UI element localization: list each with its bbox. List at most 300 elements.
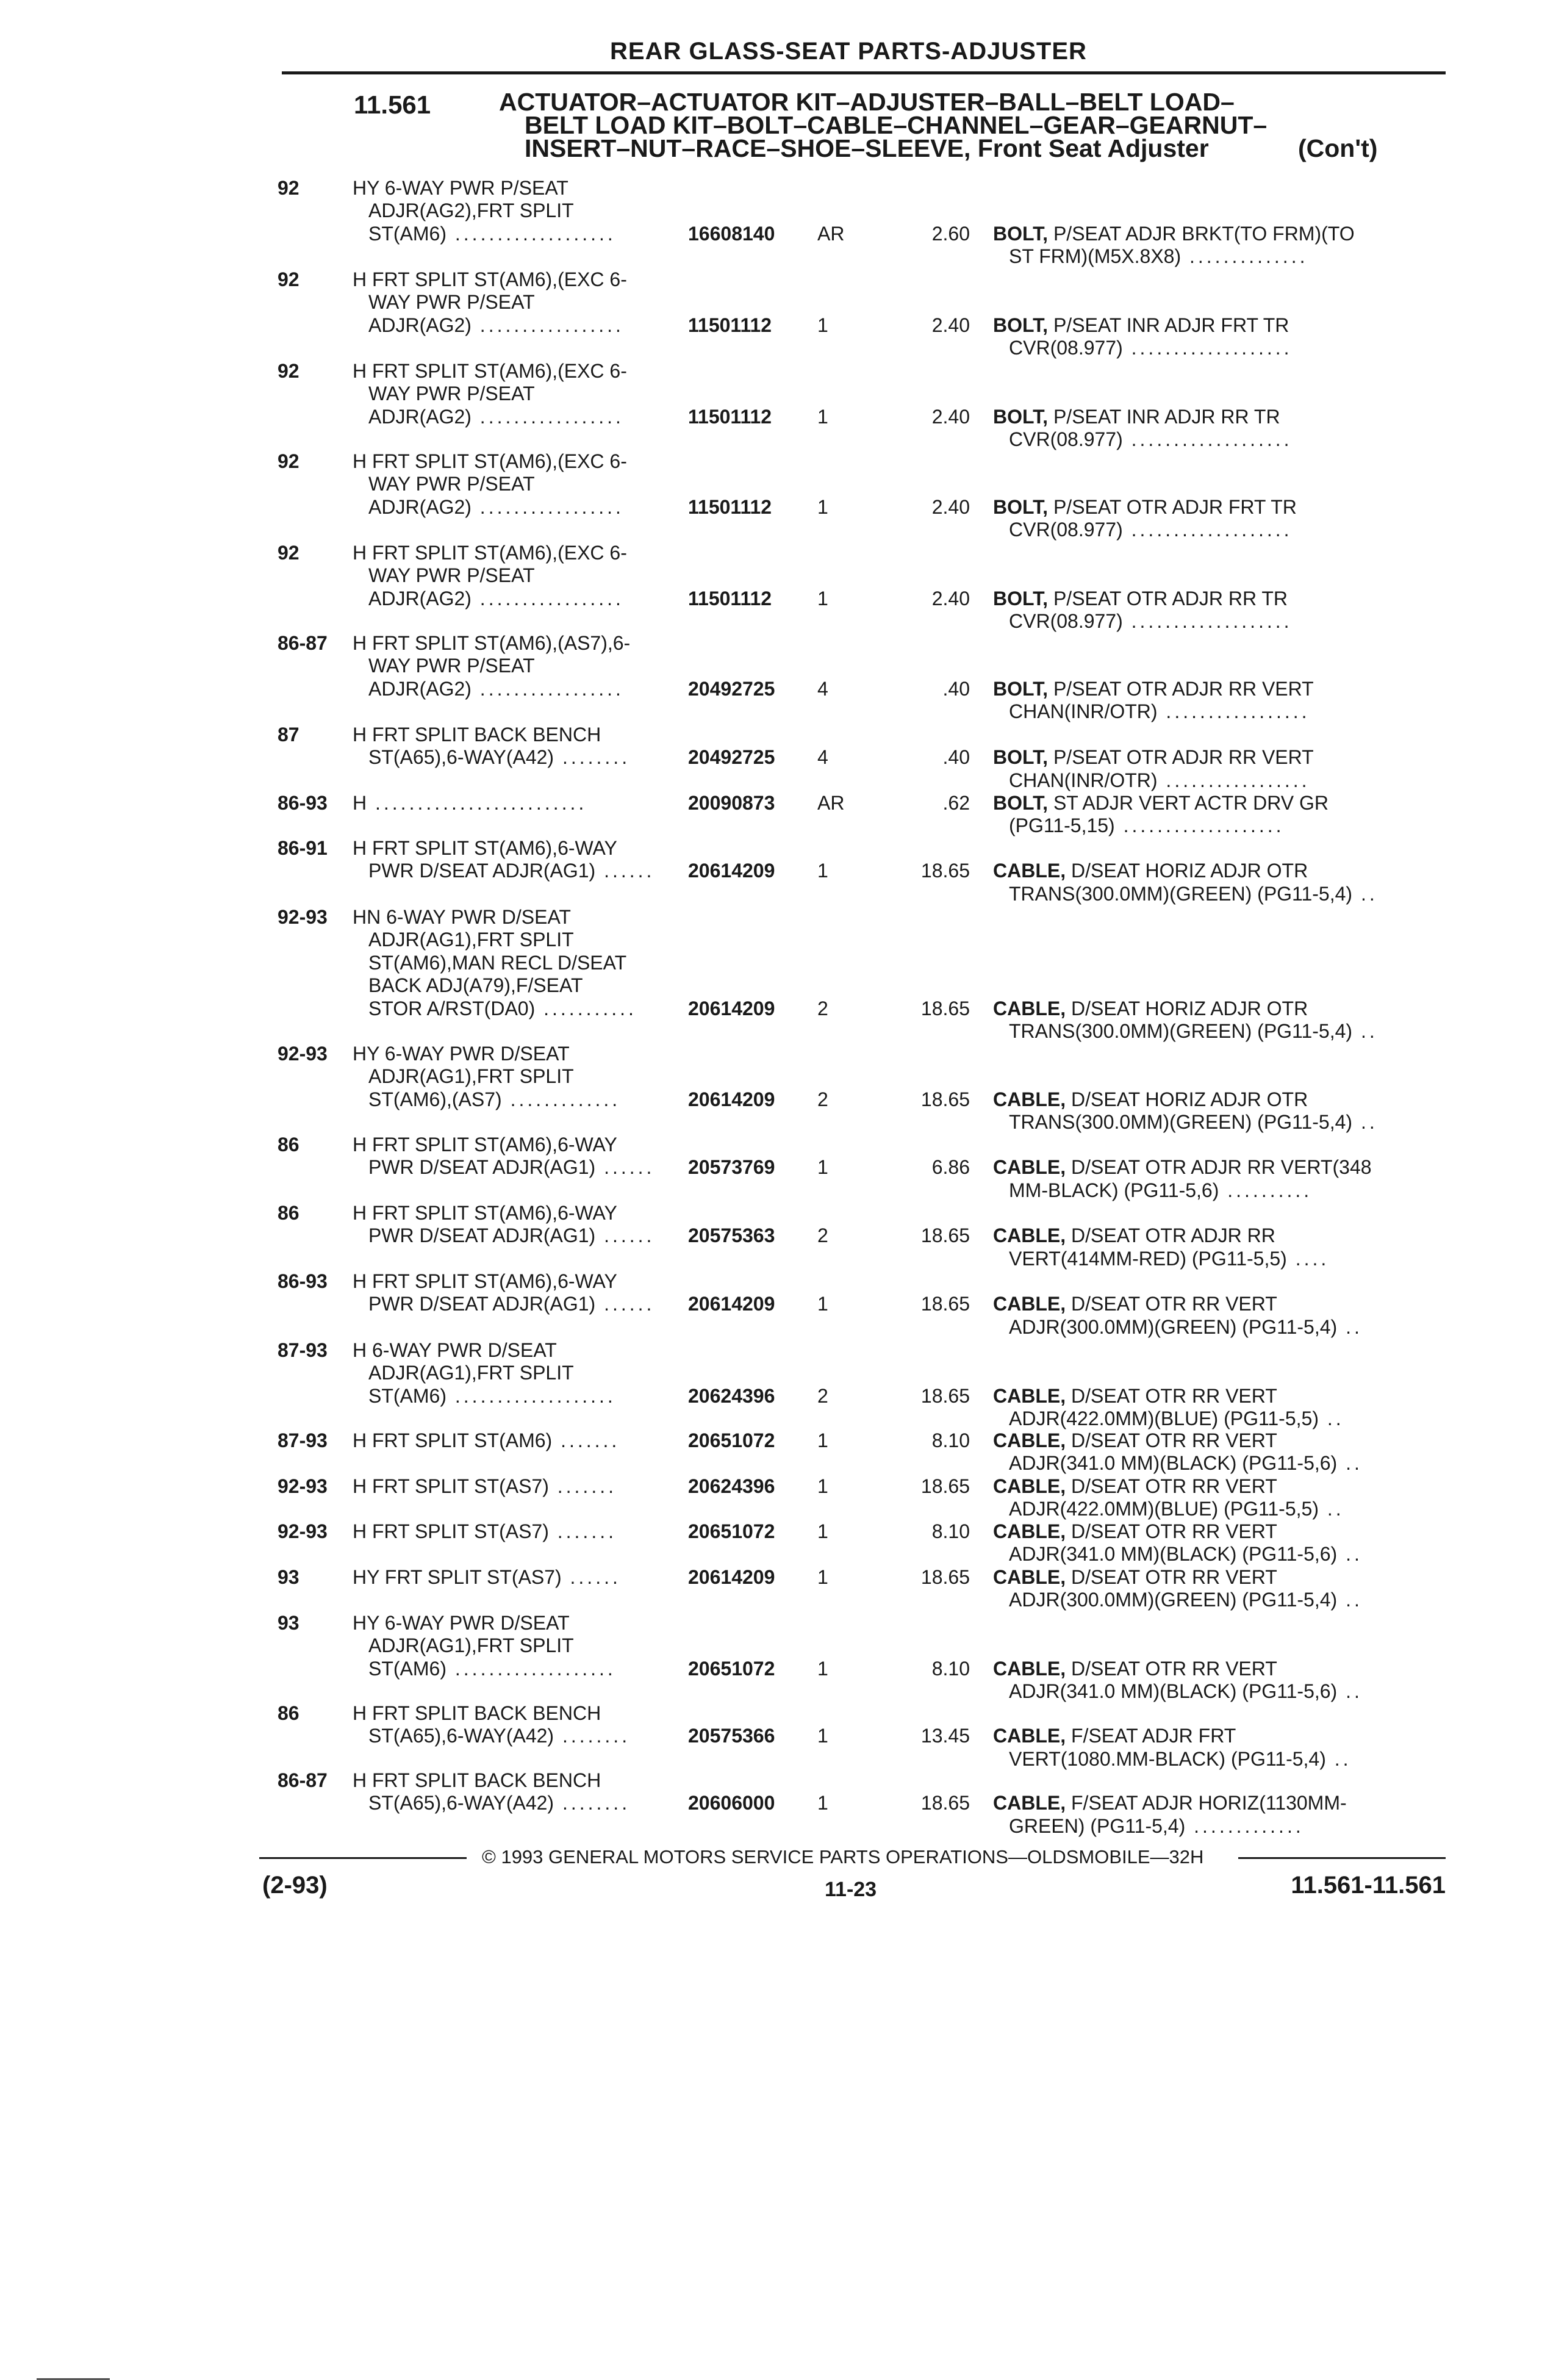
usage-description xyxy=(353,724,682,769)
price: 6.86 xyxy=(931,1156,970,1179)
footer-copyright: © 1993 GENERAL MOTORS SERVICE PARTS OPERATIONS—OLDSMOBILE—32H xyxy=(482,1846,1204,1868)
usage-line: ST(A65),6-WAY(A42) ........ xyxy=(368,1792,631,1814)
leader-dots: ................... xyxy=(446,222,616,245)
part-desc-line: CVR(08.977) ................... xyxy=(1009,428,1293,451)
part-desc-line: ST FRM)(M5X.8X8) .............. xyxy=(1009,245,1308,268)
part-description xyxy=(993,998,1457,1043)
usage-line: H FRT SPLIT BACK BENCH xyxy=(353,1769,601,1791)
leader-dots: ......................... xyxy=(367,792,587,814)
part-number: 20575366 xyxy=(688,1725,775,1747)
part-desc-line: BOLT, P/SEAT OTR ADJR RR TR xyxy=(993,587,1288,609)
part-description xyxy=(993,1792,1457,1838)
usage-line: WAY PWR P/SEAT xyxy=(368,473,535,495)
part-desc-line: BOLT, P/SEAT OTR ADJR RR VERT xyxy=(993,677,1314,700)
part-description xyxy=(993,588,1457,633)
leader-dots: ...... xyxy=(595,1156,655,1179)
usage-line: ADJR(AG1),FRT SPLIT xyxy=(368,929,574,951)
usage-line: ADJR(AG2) ................. xyxy=(368,587,624,609)
part-description xyxy=(993,1566,1457,1612)
usage-line: ST(AM6) ................... xyxy=(368,222,616,245)
part-description xyxy=(993,860,1457,905)
price: 18.65 xyxy=(920,997,970,1019)
price: .40 xyxy=(942,677,970,700)
part-name: CABLE, xyxy=(993,997,1071,1019)
leader-dots: ................... xyxy=(446,1657,616,1680)
part-desc-line: BOLT, P/SEAT ADJR BRKT(TO FRM)(TO xyxy=(993,222,1355,245)
price: 18.65 xyxy=(920,860,970,882)
part-desc-line: CABLE, D/SEAT HORIZ ADJR OTR xyxy=(993,997,1308,1019)
year-range: 87-93 xyxy=(278,1339,328,1361)
part-desc-line: CVR(08.977) ................... xyxy=(1009,610,1293,633)
usage-line: H FRT SPLIT ST(AM6),(EXC 6- xyxy=(353,268,627,290)
price: .40 xyxy=(942,746,970,769)
usage-line: H FRT SPLIT ST(AM6),6-WAY xyxy=(353,1270,617,1292)
usage-line: H FRT SPLIT ST(AM6),6-WAY xyxy=(353,837,617,859)
part-description xyxy=(993,1725,1457,1771)
footer-rule-right xyxy=(1238,1857,1446,1859)
usage-description xyxy=(353,1520,682,1543)
part-description xyxy=(993,792,1457,838)
year-range: 86-93 xyxy=(278,792,328,814)
usage-line: BACK ADJ(A79),F/SEAT xyxy=(368,974,583,997)
usage-description xyxy=(353,1339,682,1408)
continued-label: (Con't) xyxy=(1298,134,1378,162)
leader-dots: ............. xyxy=(501,1088,621,1110)
part-desc-line: CABLE, D/SEAT HORIZ ADJR OTR xyxy=(993,860,1308,882)
part-description xyxy=(993,1088,1457,1134)
price: 2.60 xyxy=(931,222,970,245)
part-desc-line: BOLT, P/SEAT INR ADJR RR TR xyxy=(993,405,1280,428)
usage-line: ADJR(AG2) ................. xyxy=(368,495,624,518)
quantity: 2 xyxy=(817,1384,828,1407)
leader-dots: .. xyxy=(1318,1498,1344,1520)
part-desc-line: TRANS(300.0MM)(GREEN) (PG11-5,4) .. xyxy=(1009,1020,1378,1042)
usage-line: H FRT SPLIT ST(AM6),(EXC 6- xyxy=(353,450,627,472)
part-desc-line: ADJR(422.0MM)(BLUE) (PG11-5,5) .. xyxy=(1009,1408,1344,1430)
part-description xyxy=(993,746,1457,792)
footer-date-code: (2-93) xyxy=(262,1872,328,1899)
usage-description xyxy=(353,1043,682,1111)
part-desc-line: BOLT, P/SEAT INR ADJR FRT TR xyxy=(993,314,1289,336)
usage-line: HY FRT SPLIT ST(AS7) ...... xyxy=(353,1566,621,1588)
leader-dots: ............. xyxy=(1185,1814,1304,1837)
usage-description xyxy=(353,1429,682,1452)
usage-line: H ......................... xyxy=(353,792,587,814)
year-range: 87 xyxy=(278,724,299,746)
year-range: 92 xyxy=(278,268,299,290)
part-desc-line: VERT(414MM-RED) (PG11-5,5) .... xyxy=(1009,1247,1330,1270)
part-name: BOLT, xyxy=(993,495,1053,518)
part-number: 20614209 xyxy=(688,860,775,882)
section-title-line-1: ACTUATOR–ACTUATOR KIT–ADJUSTER–BALL–BELT LOAD– xyxy=(499,88,1235,116)
leader-dots: ................... xyxy=(1122,610,1293,633)
quantity: 2 xyxy=(817,997,828,1019)
leader-dots: .......... xyxy=(1219,1179,1313,1201)
usage-description xyxy=(353,450,682,519)
usage-line: H FRT SPLIT ST(AM6),(EXC 6- xyxy=(353,360,627,382)
leader-dots: .. xyxy=(1325,1747,1352,1770)
usage-description xyxy=(353,1202,682,1248)
part-name: CABLE, xyxy=(993,1725,1071,1747)
part-description xyxy=(993,496,1457,542)
year-range: 86-87 xyxy=(278,1769,328,1791)
page-title: REAR GLASS-SEAT PARTS-ADJUSTER xyxy=(610,38,1087,65)
usage-line: H FRT SPLIT ST(AS7) ....... xyxy=(353,1520,617,1542)
usage-description xyxy=(353,1475,682,1498)
usage-line: ADJR(AG1),FRT SPLIT xyxy=(368,1362,574,1384)
part-name: CABLE, xyxy=(993,1384,1071,1407)
year-range: 93 xyxy=(278,1566,299,1588)
leader-dots: .. xyxy=(1337,1315,1363,1338)
part-desc-line: CABLE, D/SEAT OTR ADJR RR xyxy=(993,1224,1275,1247)
part-desc-line: ADJR(341.0 MM)(BLACK) (PG11-5,6) .. xyxy=(1009,1543,1363,1566)
quantity: 1 xyxy=(817,1792,828,1814)
year-range: 92-93 xyxy=(278,1520,328,1542)
part-description xyxy=(993,1293,1457,1339)
year-range: 87-93 xyxy=(278,1429,328,1451)
price: 2.40 xyxy=(931,405,970,428)
usage-line: ST(AM6),(AS7) ............. xyxy=(368,1088,621,1110)
leader-dots: .. xyxy=(1337,1452,1363,1475)
part-name: CABLE, xyxy=(993,1475,1071,1497)
part-number: 20614209 xyxy=(688,1293,775,1315)
usage-line: ADJR(AG1),FRT SPLIT xyxy=(368,1634,574,1657)
year-range: 92-93 xyxy=(278,906,328,928)
part-desc-line: CABLE, D/SEAT OTR RR VERT xyxy=(993,1475,1277,1497)
usage-line: PWR D/SEAT ADJR(AG1) ...... xyxy=(368,1293,655,1315)
part-desc-line: CABLE, D/SEAT OTR ADJR RR VERT(348 xyxy=(993,1156,1372,1179)
part-number: 11501112 xyxy=(688,314,772,336)
quantity: 1 xyxy=(817,1429,828,1451)
quantity: 1 xyxy=(817,1566,828,1588)
price: 2.40 xyxy=(931,314,970,336)
part-desc-line: CABLE, D/SEAT OTR RR VERT xyxy=(993,1293,1277,1315)
usage-line: H FRT SPLIT BACK BENCH xyxy=(353,724,601,746)
part-name: BOLT, xyxy=(993,792,1053,814)
part-description xyxy=(993,1520,1457,1566)
part-description xyxy=(993,1156,1457,1202)
footer-page-number: 11-23 xyxy=(825,1878,877,1901)
part-number: 11501112 xyxy=(688,587,772,609)
usage-line: H FRT SPLIT ST(AM6) ....... xyxy=(353,1429,620,1451)
price: 18.65 xyxy=(920,1224,970,1247)
part-desc-line: (PG11-5,15) ................... xyxy=(1009,814,1285,837)
part-desc-line: CABLE, D/SEAT OTR RR VERT xyxy=(993,1429,1277,1451)
part-name: CABLE, xyxy=(993,1224,1071,1247)
price: 8.10 xyxy=(931,1520,970,1542)
part-name: CABLE, xyxy=(993,1566,1071,1588)
usage-line: ST(AM6) ................... xyxy=(368,1657,616,1680)
part-desc-line: CABLE, D/SEAT OTR RR VERT xyxy=(993,1384,1277,1407)
section-title-line-3: INSERT–NUT–RACE–SHOE–SLEEVE, Front Seat Adjuster xyxy=(525,134,1209,162)
part-desc-line: TRANS(300.0MM)(GREEN) (PG11-5,4) .. xyxy=(1009,882,1378,905)
year-range: 86-93 xyxy=(278,1270,328,1292)
leader-dots: ...... xyxy=(595,860,655,882)
leader-dots: .............. xyxy=(1181,245,1308,268)
part-name: CABLE, xyxy=(993,1293,1071,1315)
usage-line: ADJR(AG1),FRT SPLIT xyxy=(368,1065,574,1088)
usage-line: ADJR(AG2) ................. xyxy=(368,314,624,336)
part-description xyxy=(993,678,1457,724)
part-description xyxy=(993,223,1457,268)
leader-dots: ....... xyxy=(548,1475,617,1497)
quantity: AR xyxy=(817,222,845,245)
usage-line: WAY PWR P/SEAT xyxy=(368,383,535,405)
part-number: 20651072 xyxy=(688,1429,775,1451)
quantity: 1 xyxy=(817,1156,828,1179)
quantity: 1 xyxy=(817,314,828,336)
part-number: 20606000 xyxy=(688,1792,775,1814)
leader-dots: .... xyxy=(1286,1247,1330,1270)
part-number: 20614209 xyxy=(688,997,775,1019)
leader-dots: ....... xyxy=(548,1520,617,1542)
usage-line: HY 6-WAY PWR D/SEAT xyxy=(353,1612,570,1634)
part-desc-line: CABLE, F/SEAT ADJR HORIZ(1130MM- xyxy=(993,1792,1347,1814)
part-desc-line: ADJR(300.0MM)(GREEN) (PG11-5,4) .. xyxy=(1009,1315,1363,1338)
part-desc-line: GREEN) (PG11-5,4) ............. xyxy=(1009,1814,1304,1837)
part-number: 16608140 xyxy=(688,222,775,245)
year-range: 93 xyxy=(278,1612,299,1634)
usage-line: H FRT SPLIT ST(AM6),6-WAY xyxy=(353,1202,617,1224)
leader-dots: ........ xyxy=(554,1792,631,1814)
year-range: 92-93 xyxy=(278,1475,328,1497)
footer-rule-left xyxy=(259,1857,467,1859)
quantity: AR xyxy=(817,792,845,814)
part-name: BOLT, xyxy=(993,314,1053,336)
leader-dots: .. xyxy=(1337,1680,1363,1703)
year-range: 92 xyxy=(278,360,299,382)
part-name: CABLE, xyxy=(993,860,1071,882)
usage-line: ADJR(AG2) ................. xyxy=(368,677,624,700)
leader-dots: ....... xyxy=(552,1429,620,1451)
leader-dots: .. xyxy=(1352,882,1378,905)
leader-dots: ................. xyxy=(1157,700,1310,723)
part-desc-line: MM-BLACK) (PG11-5,6) .......... xyxy=(1009,1179,1313,1201)
usage-line: PWR D/SEAT ADJR(AG1) ...... xyxy=(368,860,655,882)
price: .62 xyxy=(942,792,970,814)
leader-dots: ................... xyxy=(446,1384,616,1407)
part-desc-line: CABLE, D/SEAT OTR RR VERT xyxy=(993,1566,1277,1588)
usage-description xyxy=(353,268,682,337)
part-description xyxy=(993,1475,1457,1521)
usage-line: ST(AM6) ................... xyxy=(368,1384,616,1407)
part-desc-line: CABLE, D/SEAT OTR RR VERT xyxy=(993,1657,1277,1680)
quantity: 1 xyxy=(817,1293,828,1315)
leader-dots: ................... xyxy=(1122,337,1293,359)
price: 18.65 xyxy=(920,1566,970,1588)
quantity: 1 xyxy=(817,860,828,882)
usage-description xyxy=(353,1566,682,1589)
quantity: 2 xyxy=(817,1088,828,1110)
section-title-line-2: BELT LOAD KIT–BOLT–CABLE–CHANNEL–GEAR–GEARNUT– xyxy=(525,111,1268,139)
section-number: 11.561 xyxy=(354,90,431,119)
usage-line: ST(AM6),MAN RECL D/SEAT xyxy=(368,951,627,974)
usage-line: H FRT SPLIT ST(AM6),(EXC 6- xyxy=(353,542,627,564)
year-range: 86 xyxy=(278,1702,299,1724)
part-desc-line: VERT(1080.MM-BLACK) (PG11-5,4) .. xyxy=(1009,1747,1352,1770)
leader-dots: ........... xyxy=(535,997,637,1019)
price: 18.65 xyxy=(920,1088,970,1110)
leader-dots: ........ xyxy=(554,1725,631,1747)
usage-description xyxy=(353,542,682,610)
part-number: 11501112 xyxy=(688,495,772,518)
price: 13.45 xyxy=(920,1725,970,1747)
part-desc-line: TRANS(300.0MM)(GREEN) (PG11-5,4) .. xyxy=(1009,1111,1378,1134)
part-description xyxy=(993,314,1457,360)
part-desc-line: ADJR(300.0MM)(GREEN) (PG11-5,4) .. xyxy=(1009,1589,1363,1611)
part-number: 20624396 xyxy=(688,1475,775,1497)
usage-description xyxy=(353,360,682,428)
part-description xyxy=(993,1385,1457,1431)
usage-line: H 6-WAY PWR D/SEAT xyxy=(353,1339,557,1361)
part-desc-line: CABLE, D/SEAT OTR RR VERT xyxy=(993,1520,1277,1542)
year-range: 92 xyxy=(278,450,299,472)
usage-line: H FRT SPLIT ST(AS7) ....... xyxy=(353,1475,617,1497)
part-number: 20090873 xyxy=(688,792,775,814)
usage-description xyxy=(353,177,682,245)
price: 2.40 xyxy=(931,495,970,518)
leader-dots: ................. xyxy=(471,677,624,700)
part-desc-line: CHAN(INR/OTR) ................. xyxy=(1009,700,1310,723)
part-name: BOLT, xyxy=(993,746,1053,769)
part-number: 20624396 xyxy=(688,1384,775,1407)
price: 18.65 xyxy=(920,1475,970,1497)
part-desc-line: CABLE, D/SEAT HORIZ ADJR OTR xyxy=(993,1088,1308,1110)
part-name: CABLE, xyxy=(993,1792,1071,1814)
part-desc-line: ADJR(341.0 MM)(BLACK) (PG11-5,6) .. xyxy=(1009,1680,1363,1703)
leader-dots: ................. xyxy=(1157,769,1310,791)
part-desc-line: BOLT, ST ADJR VERT ACTR DRV GR xyxy=(993,792,1329,814)
leader-dots: ...... xyxy=(561,1566,621,1588)
usage-description xyxy=(353,792,682,814)
part-desc-line: CVR(08.977) ................... xyxy=(1009,337,1293,359)
year-range: 92 xyxy=(278,542,299,564)
usage-line: WAY PWR P/SEAT xyxy=(368,655,535,677)
quantity: 1 xyxy=(817,1657,828,1680)
price: 18.65 xyxy=(920,1293,970,1315)
part-number: 20573769 xyxy=(688,1156,775,1179)
usage-line: HY 6-WAY PWR D/SEAT xyxy=(353,1043,570,1065)
price: 18.65 xyxy=(920,1792,970,1814)
leader-dots: ...... xyxy=(595,1293,655,1315)
part-number: 20492725 xyxy=(688,677,775,700)
usage-description xyxy=(353,1134,682,1179)
part-number: 20575363 xyxy=(688,1224,775,1247)
usage-line: ADJR(AG2) ................. xyxy=(368,405,624,428)
year-range: 92 xyxy=(278,177,299,199)
part-desc-line: BOLT, P/SEAT OTR ADJR RR VERT xyxy=(993,746,1314,769)
price: 18.65 xyxy=(920,1384,970,1407)
year-range: 86 xyxy=(278,1134,299,1156)
quantity: 1 xyxy=(817,405,828,428)
leader-dots: .. xyxy=(1352,1111,1378,1134)
part-name: BOLT, xyxy=(993,405,1053,428)
usage-line: PWR D/SEAT ADJR(AG1) ...... xyxy=(368,1156,655,1179)
part-desc-line: CVR(08.977) ................... xyxy=(1009,519,1293,541)
leader-dots: ................. xyxy=(471,587,624,609)
part-number: 20651072 xyxy=(688,1520,775,1542)
part-name: BOLT, xyxy=(993,222,1053,245)
usage-line: H FRT SPLIT BACK BENCH xyxy=(353,1702,601,1724)
leader-dots: .. xyxy=(1337,1543,1363,1566)
price: 8.10 xyxy=(931,1657,970,1680)
leader-dots: ................... xyxy=(1122,428,1293,451)
quantity: 2 xyxy=(817,1224,828,1247)
leader-dots: ................... xyxy=(1122,519,1293,541)
quantity: 1 xyxy=(817,1475,828,1497)
part-description xyxy=(993,1658,1457,1703)
part-number: 20492725 xyxy=(688,746,775,769)
leader-dots: ................. xyxy=(471,495,624,518)
usage-line: PWR D/SEAT ADJR(AG1) ...... xyxy=(368,1224,655,1247)
usage-line: WAY PWR P/SEAT xyxy=(368,291,535,314)
usage-line: HY 6-WAY PWR P/SEAT xyxy=(353,177,568,199)
year-range: 92-93 xyxy=(278,1043,328,1065)
quantity: 1 xyxy=(817,495,828,518)
usage-description xyxy=(353,837,682,883)
part-number: 20614209 xyxy=(688,1566,775,1588)
part-number: 20651072 xyxy=(688,1657,775,1680)
quantity: 1 xyxy=(817,1520,828,1542)
part-description xyxy=(993,406,1457,451)
leader-dots: .. xyxy=(1337,1589,1363,1611)
usage-line: ST(A65),6-WAY(A42) ........ xyxy=(368,746,631,769)
part-desc-line: ADJR(422.0MM)(BLUE) (PG11-5,5) .. xyxy=(1009,1498,1344,1520)
part-name: CABLE, xyxy=(993,1520,1071,1542)
usage-line: ST(A65),6-WAY(A42) ........ xyxy=(368,1725,631,1747)
part-description xyxy=(993,1224,1457,1270)
footer-section-range: 11.561-11.561 xyxy=(1291,1872,1446,1899)
usage-line: H FRT SPLIT ST(AM6),6-WAY xyxy=(353,1134,617,1156)
part-name: BOLT, xyxy=(993,677,1053,700)
leader-dots: .. xyxy=(1318,1408,1344,1430)
part-number: 20614209 xyxy=(688,1088,775,1110)
usage-line: WAY PWR P/SEAT xyxy=(368,564,535,587)
year-range: 86-91 xyxy=(278,837,328,859)
leader-dots: .. xyxy=(1352,1020,1378,1042)
part-name: CABLE, xyxy=(993,1657,1071,1680)
usage-description xyxy=(353,906,682,1020)
year-range: 86-87 xyxy=(278,632,328,654)
leader-dots: ........ xyxy=(554,746,631,769)
quantity: 1 xyxy=(817,1725,828,1747)
usage-description xyxy=(353,1702,682,1748)
quantity: 4 xyxy=(817,746,828,769)
usage-description xyxy=(353,1769,682,1815)
usage-description xyxy=(353,1612,682,1680)
part-desc-line: ADJR(341.0 MM)(BLACK) (PG11-5,6) .. xyxy=(1009,1452,1363,1475)
price: 2.40 xyxy=(931,587,970,609)
usage-line: H FRT SPLIT ST(AM6),(AS7),6- xyxy=(353,632,631,654)
usage-line: STOR A/RST(DA0) ........... xyxy=(368,997,637,1019)
part-name: CABLE, xyxy=(993,1429,1071,1451)
usage-description xyxy=(353,1270,682,1316)
price: 8.10 xyxy=(931,1429,970,1451)
year-range: 86 xyxy=(278,1202,299,1224)
usage-line: HN 6-WAY PWR D/SEAT xyxy=(353,906,571,928)
usage-line: ADJR(AG2),FRT SPLIT xyxy=(368,200,574,222)
part-name: CABLE, xyxy=(993,1156,1071,1179)
part-desc-line: BOLT, P/SEAT OTR ADJR FRT TR xyxy=(993,495,1297,518)
part-number: 11501112 xyxy=(688,405,772,428)
part-desc-line: CABLE, F/SEAT ADJR FRT xyxy=(993,1725,1236,1747)
part-name: BOLT, xyxy=(993,587,1053,609)
leader-dots: ................. xyxy=(471,314,624,336)
leader-dots: ................. xyxy=(471,405,624,428)
leader-dots: ...... xyxy=(595,1224,655,1247)
quantity: 4 xyxy=(817,677,828,700)
quantity: 1 xyxy=(817,587,828,609)
